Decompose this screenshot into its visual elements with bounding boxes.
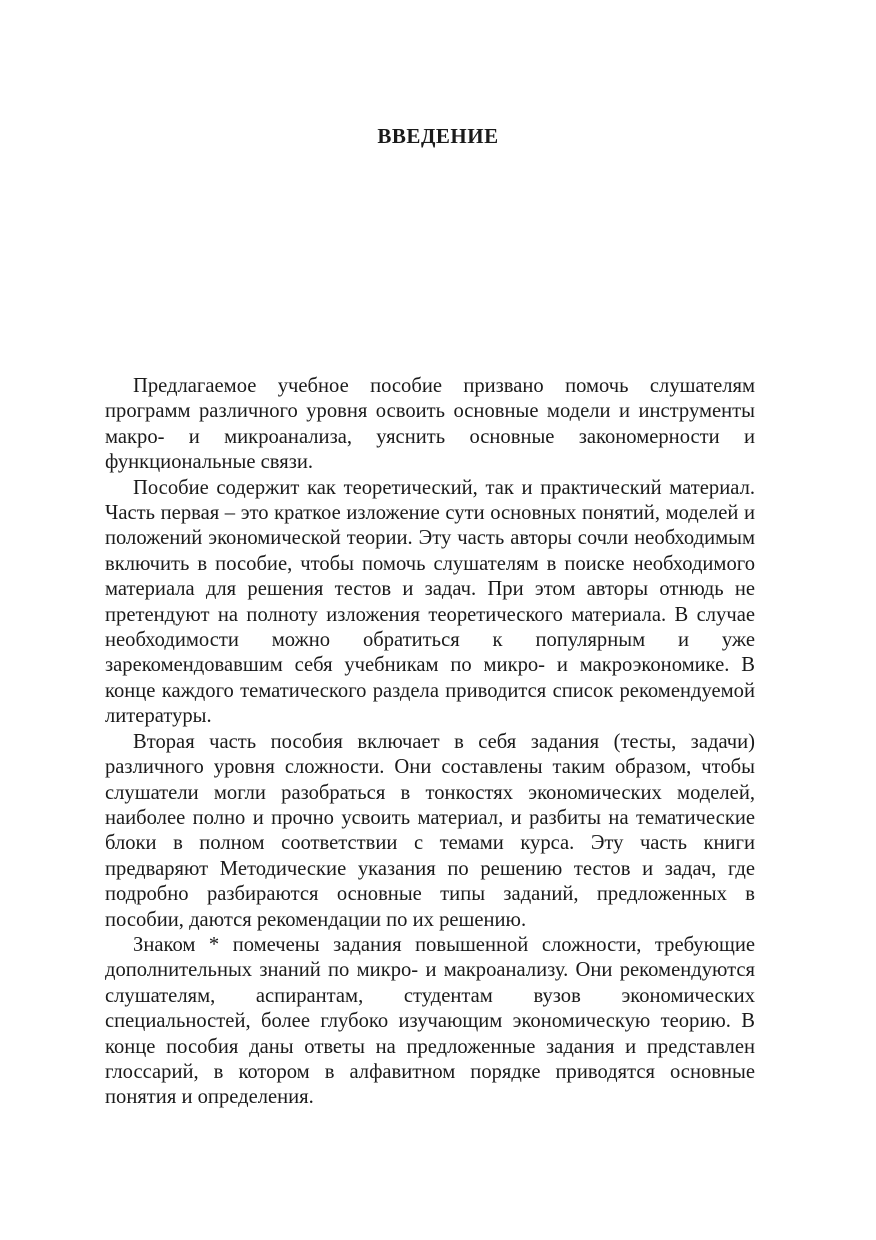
paragraph-1: Предлагаемое учебное пособие призвано помочь слушателям программ различного уровня освоить основные модели и инструменты макро- и микроанализа, уяснить основные закономерности и функциональные связи. [105,375,755,474]
paragraph-4: Знаком * помечены задания повышенной сложности, требующие дополнительных знаний по микро- и макроанализу. Они рекомендуются слушателям, аспирантам, студентам вузов экономических специальностей, более глубоко изучающим экономическую теорию. В конце пособия даны ответы на предложенные задания и представлен глоссарий, в котором в алфавитном порядке приводятся основные понятия и определения. [105,933,755,1109]
paragraph-2: Пособие содержит как теоретический, так и практический материал. Часть первая – это краткое изложение сути основных понятий, моделей и положений экономической теории. Эту часть авторы сочли необходимым включить в пособие, чтобы помочь слушателям в поиске необходимого материала для решения тестов и задач. При этом авторы отнюдь не претендуют на полноту изложения теоретического материала. В случае необходимости можно обратиться к популярным и уже зарекомендовавшим себя учебникам по микро- и макроэкономике. В конце каждого тематического раздела приводится список рекомендуемой литературы. [105,476,755,728]
body-text [105,374,755,1111]
paragraph-3: Вторая часть пособия включает в себя задания (тесты, задачи) различного уровня сложности. Они составлены таким образом, чтобы слушатели могли разобраться в тонкостях экономических моделей, наиболее полно и прочно усвоить материал, и разбиты на тематические блоки в полном соответствии с темами курса. Эту часть книги предваряют Методические указания по решению тестов и задач, где подробно разбираются основные типы заданий, предложенных в пособии, даются рекомендации по их решению. [105,730,755,931]
page-title: ВВЕДЕНИЕ [377,124,499,148]
